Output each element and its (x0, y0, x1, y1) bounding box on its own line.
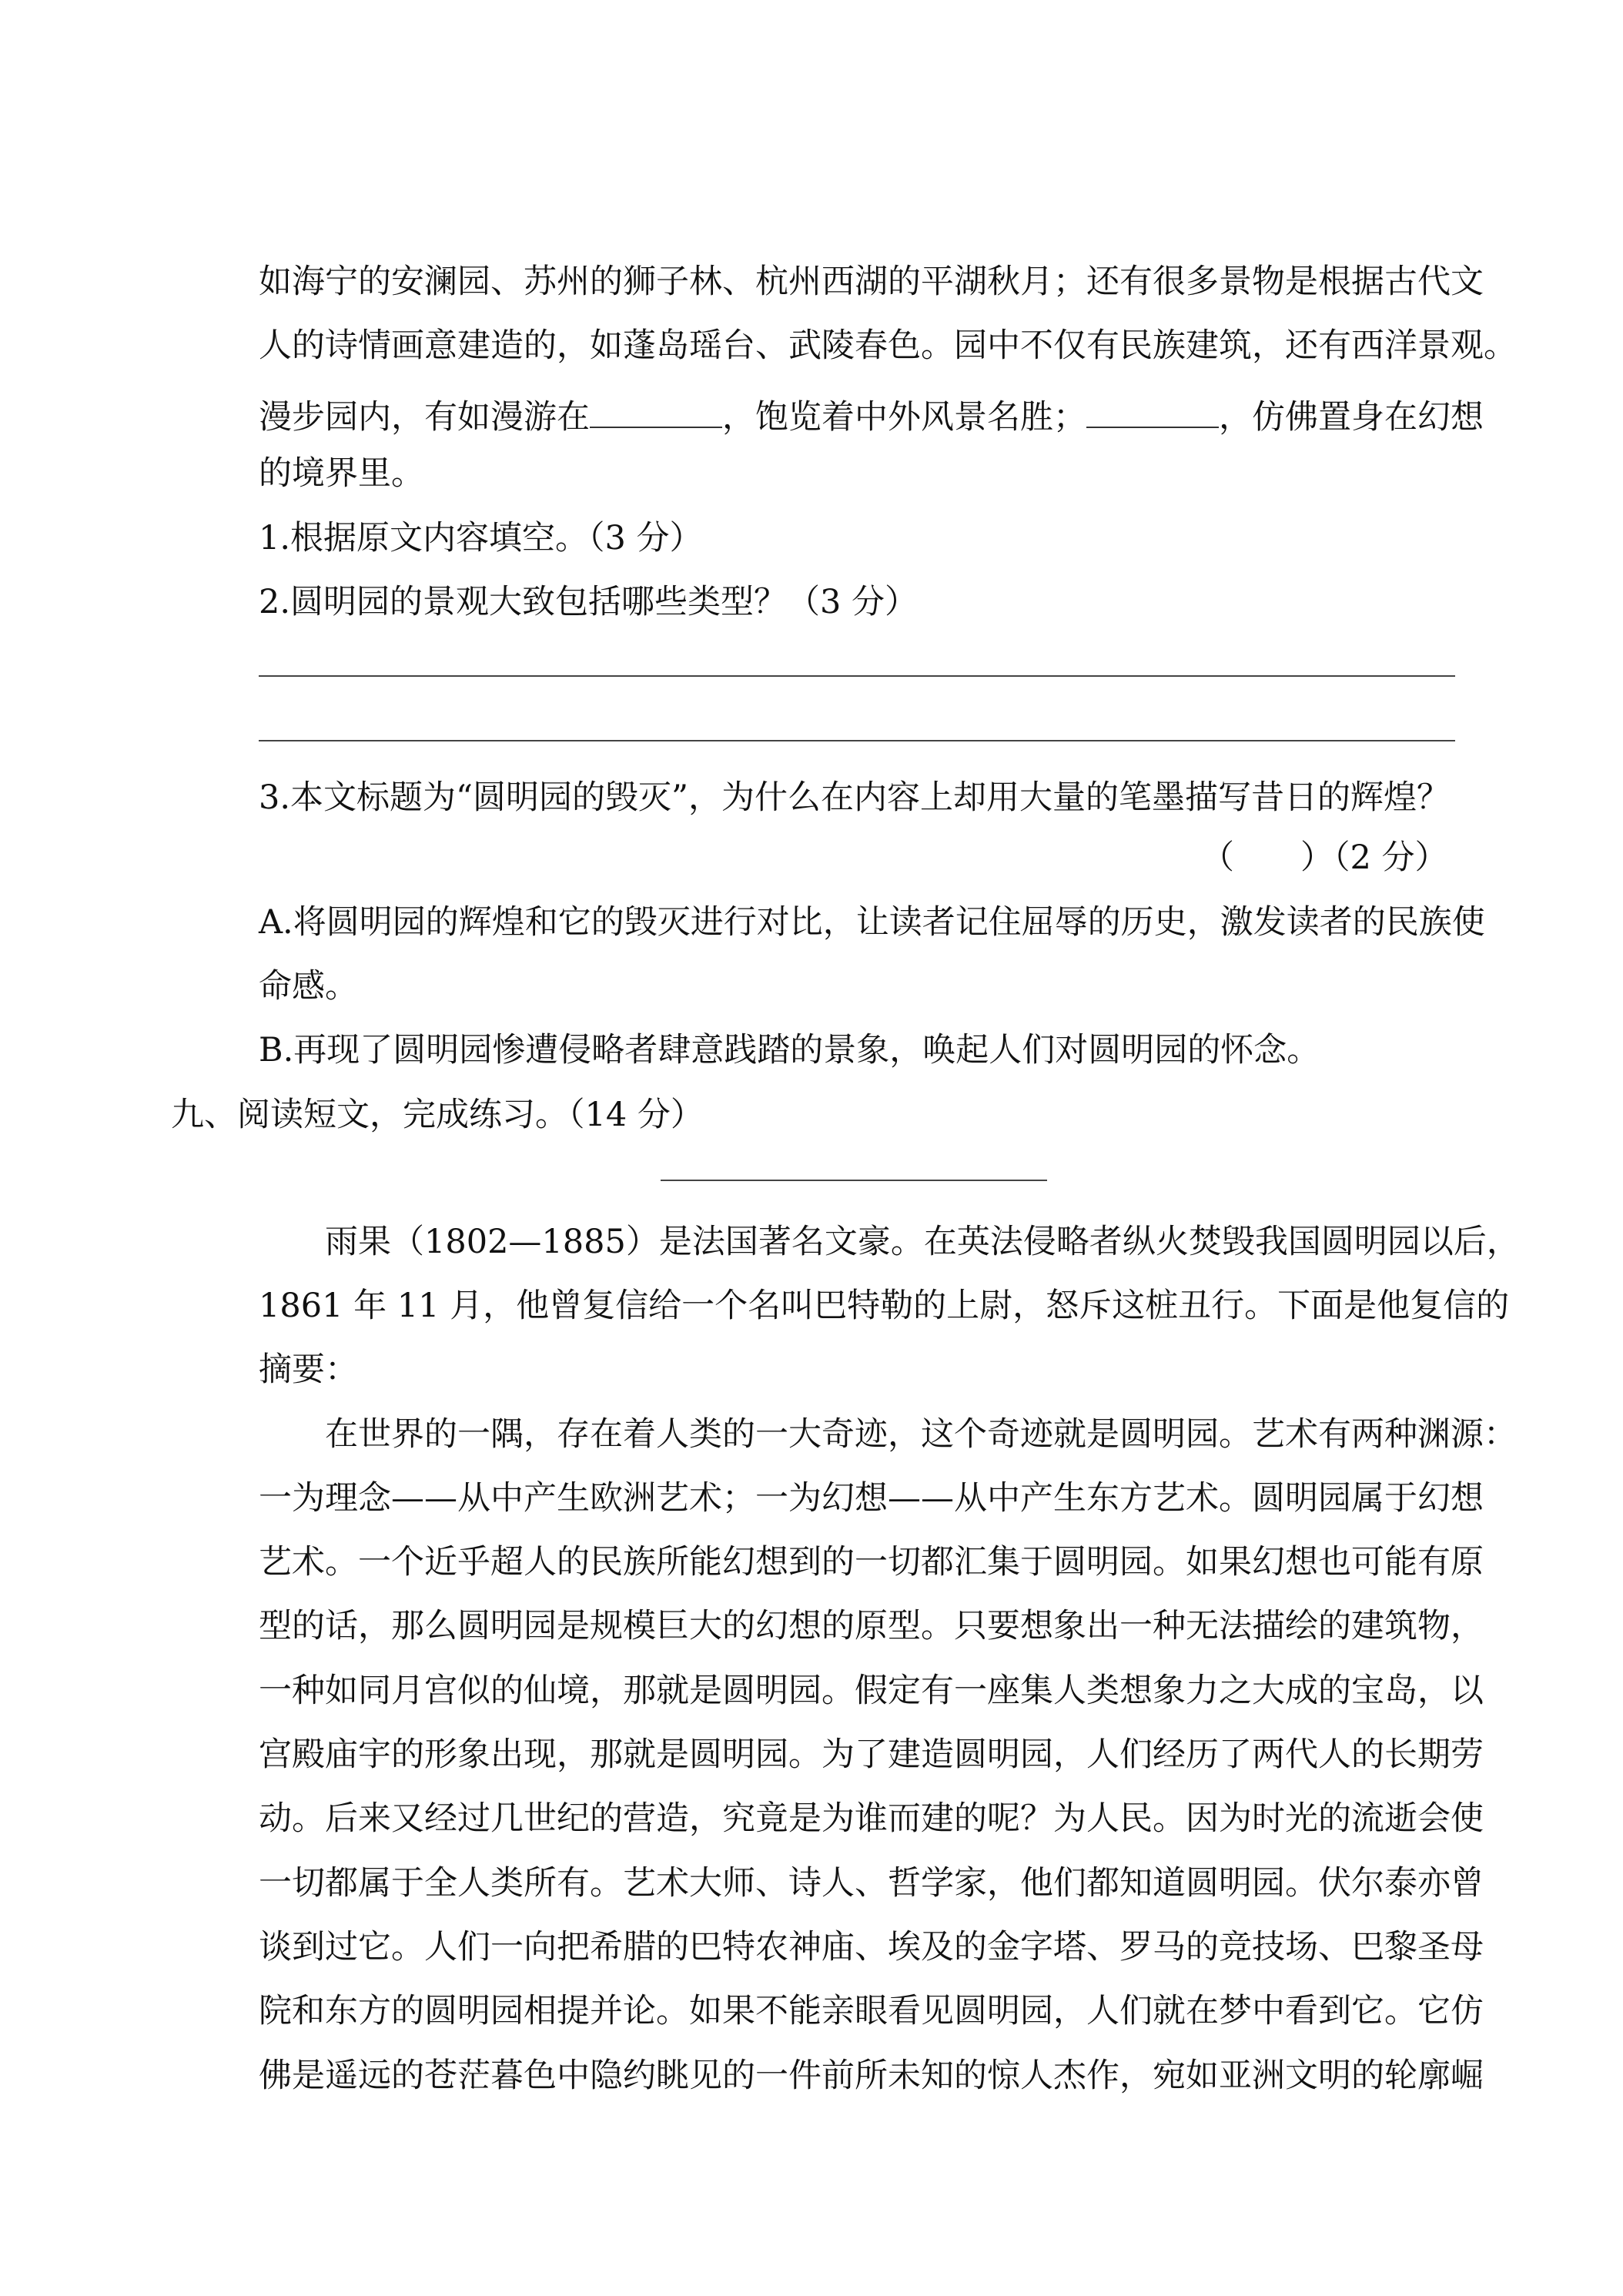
paragraph-2-line-6: 宫殿庙宇的形象出现，那就是圆明园。为了建造圆明园，人们经历了两代人的长期劳 (259, 1735, 1484, 1774)
passage-line-3-part-a: 漫步园内，有如漫游在 (259, 398, 590, 437)
question-2: 2.圆明园的景观大致包括哪些类型？（3 分） (259, 583, 919, 621)
paragraph-1-line-2: 1861 年 11 月，他曾复信给一个名叫巴特勒的上尉，怒斥这桩丑行。下面是他复信的 (259, 1287, 1510, 1325)
paragraph-2-line-9: 谈到过它。人们一向把希腊的巴特农神庙、埃及的金字塔、罗马的竞技场、巴黎圣母 (259, 1928, 1484, 1966)
paragraph-2-line-5: 一种如同月宫似的仙境，那就是圆明园。假定有一座集人类想象力之大成的宝岛，以 (259, 1672, 1484, 1710)
section-9-heading: 九、阅读短文，完成练习。（14 分） (171, 1096, 704, 1134)
title-blank-line[interactable] (661, 1180, 1047, 1181)
paragraph-2-line-2: 一为理念——从中产生欧洲艺术；一为幻想——从中产生东方艺术。圆明园属于幻想 (259, 1479, 1484, 1518)
question-3: 3.本文标题为“圆明园的毁灭”，为什么在内容上却用大量的笔墨描写昔日的辉煌？ (259, 778, 1450, 817)
question-3-answer-mark: （ ）（2 分） (1201, 838, 1448, 877)
passage-line-3 (259, 393, 1484, 437)
paragraph-2-line-11: 佛是遥远的苍茫暮色中隐约眺见的一件前所未知的惊人杰作，宛如亚洲文明的轮廓崛 (259, 2057, 1484, 2095)
paragraph-2-line-10: 院和东方的圆明园相提并论。如果不能亲眼看见圆明园，人们就在梦中看到它。它仿 (259, 1992, 1484, 2030)
paragraph-1-line-1: 雨果（1802—1885）是法国著名文豪。在英法侵略者纵火焚毁我国圆明园以后， (325, 1223, 1520, 1261)
question-1: 1.根据原文内容填空。（3 分） (259, 519, 703, 557)
passage-line-2: 人的诗情画意建造的，如蓬岛瑶台、武陵春色。园中不仅有民族建筑，还有西洋景观。 (259, 326, 1517, 365)
fill-blank-2[interactable] (1086, 393, 1219, 428)
paragraph-2-line-7: 动。后来又经过几世纪的营造，究竟是为谁而建的呢？为人民。因为时光的流逝会使 (259, 1799, 1484, 1838)
paragraph-2-line-4: 型的话，那么圆明园是规模巨大的幻想的原型。只要想象出一种无法描绘的建筑物， (259, 1607, 1484, 1645)
option-a-line-1: A.将圆明园的辉煌和它的毁灭进行对比，让读者记住屈辱的历史，激发读者的民族使 (259, 903, 1485, 942)
passage-line-3-part-b: ，饱览着中外风景名胜； (722, 398, 1086, 437)
paragraph-2-line-8: 一切都属于全人类所有。艺术大师、诗人、哲学家，他们都知道圆明园。伏尔泰亦曾 (259, 1864, 1484, 1903)
option-b: B.再现了圆明园惨遭侵略者肆意践踏的景象，唤起人们对圆明园的怀念。 (259, 1031, 1320, 1069)
paragraph-2-line-1: 在世界的一隅，存在着人类的一大奇迹，这个奇迹就是圆明园。艺术有两种渊源： (325, 1415, 1517, 1454)
paragraph-2-line-3: 艺术。一个近乎超人的民族所能幻想到的一切都汇集于圆明园。如果幻想也可能有原 (259, 1543, 1484, 1581)
answer-line-1[interactable] (259, 675, 1455, 677)
option-a-line-2: 命感。 (259, 967, 358, 1006)
passage-line-4: 的境界里。 (259, 454, 424, 493)
fill-blank-1[interactable] (590, 393, 722, 428)
passage-line-1: 如海宁的安澜园、苏州的狮子林、杭州西湖的平湖秋月；还有很多景物是根据古代文 (259, 263, 1484, 301)
paragraph-1-line-3: 摘要： (259, 1350, 358, 1389)
passage-line-3-part-c: ，仿佛置身在幻想 (1219, 398, 1484, 437)
answer-line-2[interactable] (259, 740, 1455, 741)
